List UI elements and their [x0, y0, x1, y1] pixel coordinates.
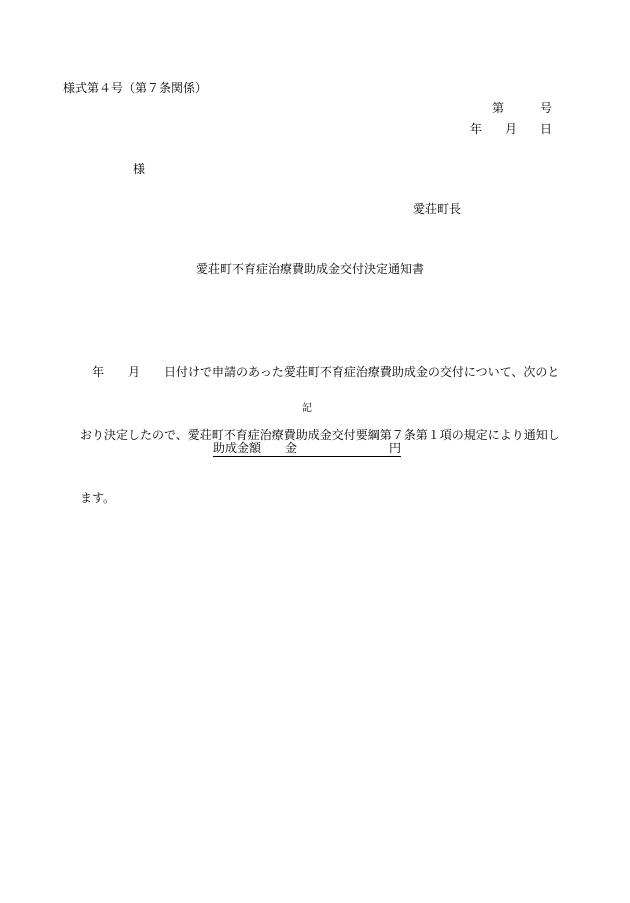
form-number: 様式第４号（第７条関係） [63, 81, 208, 95]
amount-kin-label: 金 [285, 441, 298, 455]
grant-amount-label: 助成金額 [213, 441, 262, 455]
body-line: 年 月 日付けで申請のあった愛荘町不育症治療費助成金の交付について、次のと [80, 365, 560, 379]
addressee-honorific: 様 [133, 162, 146, 176]
document-title: 愛荘町不育症治療費助成金交付決定通知書 [196, 262, 425, 276]
date-month-label: 月 [505, 122, 518, 136]
grant-amount-line [213, 441, 401, 457]
date-year-label: 年 [470, 122, 483, 136]
issuer-name: 愛荘町長 [413, 202, 462, 216]
body-text [80, 320, 560, 530]
document-number-suffix: 号 [540, 101, 553, 115]
body-line: ます。 [80, 491, 116, 505]
ki-heading: 記 [302, 403, 312, 414]
body-line: おり決定したので、愛荘町不育症治療費助成金交付要綱第７条第１項の規定により通知し [80, 428, 560, 442]
date-day-label: 日 [540, 122, 553, 136]
document-number-prefix: 第 [492, 101, 505, 115]
amount-yen-label: 円 [389, 441, 402, 455]
